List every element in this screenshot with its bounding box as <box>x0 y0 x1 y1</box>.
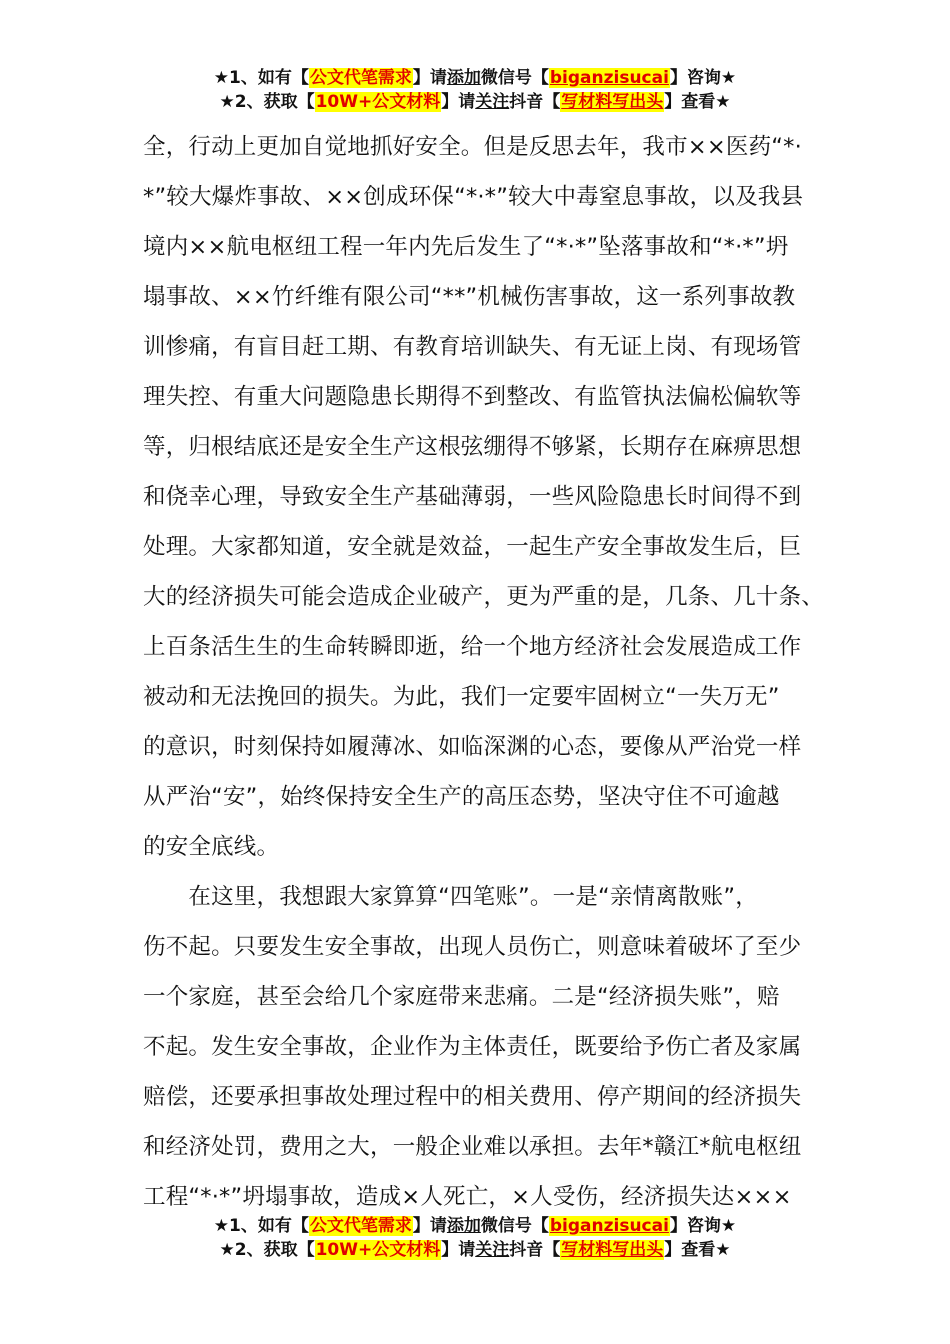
body-line: 赔偿，还要承担事故处理过程中的相关费用、停产期间的经济损失 <box>143 1084 802 1110</box>
body-line: 等，归根结底还是安全生产这根弦绷得不够紧，长期存在麻痹思想 <box>143 434 802 460</box>
body-line: 塌事故、××竹纤维有限公司“**”机械伤害事故，这一系列事故教 <box>143 284 796 310</box>
banner-line-2: ★2、获取【10W+公文材料】请关注抖音【写材料写出头】查看★ <box>219 92 731 112</box>
body-line: 一个家庭，甚至会给几个家庭带来悲痛。二是“经济损失账”，赔 <box>143 984 780 1010</box>
wechat-id-link[interactable]: biganzisucai <box>549 1216 669 1236</box>
body-line: 处理。大家都知道，安全就是效益，一起生产安全事故发生后，巨 <box>143 534 802 560</box>
document-body <box>143 122 823 1222</box>
body-line: 和经济处罚，费用之大，一般企业难以承担。去年*赣江*航电枢纽 <box>143 1134 802 1160</box>
body-line: 的安全底线。 <box>143 834 280 860</box>
body-line: 大的经济损失可能会造成企业破产，更为严重的是，几条、几十条、 <box>143 584 825 610</box>
body-line: 理失控、有重大问题隐患长期得不到整改、有监管执法偏松偏软等 <box>143 384 802 410</box>
douyin-account-link[interactable]: 写材料写出头 <box>561 1240 664 1260</box>
body-line: 全，行动上更加自觉地抓好安全。但是反思去年，我市××医药“*· <box>143 134 802 160</box>
body-line: 和侥幸心理，导致安全生产基础薄弱，一些风险隐患长时间得不到 <box>143 484 802 510</box>
ghostwriting-highlight: 公文代笔需求 <box>309 1216 412 1236</box>
header-banner <box>0 66 950 114</box>
banner-line-1: ★1、如有【公文代笔需求】请添加微信号【biganzisucai】咨询★ <box>213 68 737 88</box>
body-line: 被动和无法挽回的损失。为此，我们一定要牢固树立“一失万无” <box>143 684 780 710</box>
douyin-account-link[interactable]: 写材料写出头 <box>561 92 664 112</box>
body-line: 的意识，时刻保持如履薄冰、如临深渊的心态，要像从严治党一样 <box>143 734 802 760</box>
footer-banner <box>0 1214 950 1262</box>
body-line: 不起。发生安全事故，企业作为主体责任，既要给予伤亡者及家属 <box>143 1034 802 1060</box>
materials-highlight: 10W+公文材料 <box>315 1240 441 1260</box>
banner-line-1: ★1、如有【公文代笔需求】请添加微信号【biganzisucai】咨询★ <box>213 1216 737 1236</box>
materials-highlight: 10W+公文材料 <box>315 92 441 112</box>
body-line: 训惨痛，有盲目赶工期、有教育培训缺失、有无证上岗、有现场管 <box>143 334 802 360</box>
wechat-id-link[interactable]: biganzisucai <box>549 68 669 88</box>
body-line: 从严治“安”，始终保持安全生产的高压态势，坚决守住不可逾越 <box>143 784 780 810</box>
body-line: 在这里，我想跟大家算算“四笔账”。一是“亲情离散账”， <box>143 884 758 910</box>
body-line: 工程“*·*”坍塌事故，造成×人死亡，×人受伤，经济损失达××× <box>143 1184 792 1210</box>
body-line: 境内××航电枢纽工程一年内先后发生了“*·*”坠落事故和“*·*”坍 <box>143 234 789 260</box>
body-line: 上百条活生生的生命转瞬即逝，给一个地方经济社会发展造成工作 <box>143 634 802 660</box>
body-line: *”较大爆炸事故、××创成环保“*·*”较大中毒窒息事故，以及我县 <box>143 184 804 210</box>
body-line: 伤不起。只要发生安全事故，出现人员伤亡，则意味着破坏了至少 <box>143 934 802 960</box>
ghostwriting-highlight: 公文代笔需求 <box>309 68 412 88</box>
banner-line-2: ★2、获取【10W+公文材料】请关注抖音【写材料写出头】查看★ <box>219 1240 731 1260</box>
